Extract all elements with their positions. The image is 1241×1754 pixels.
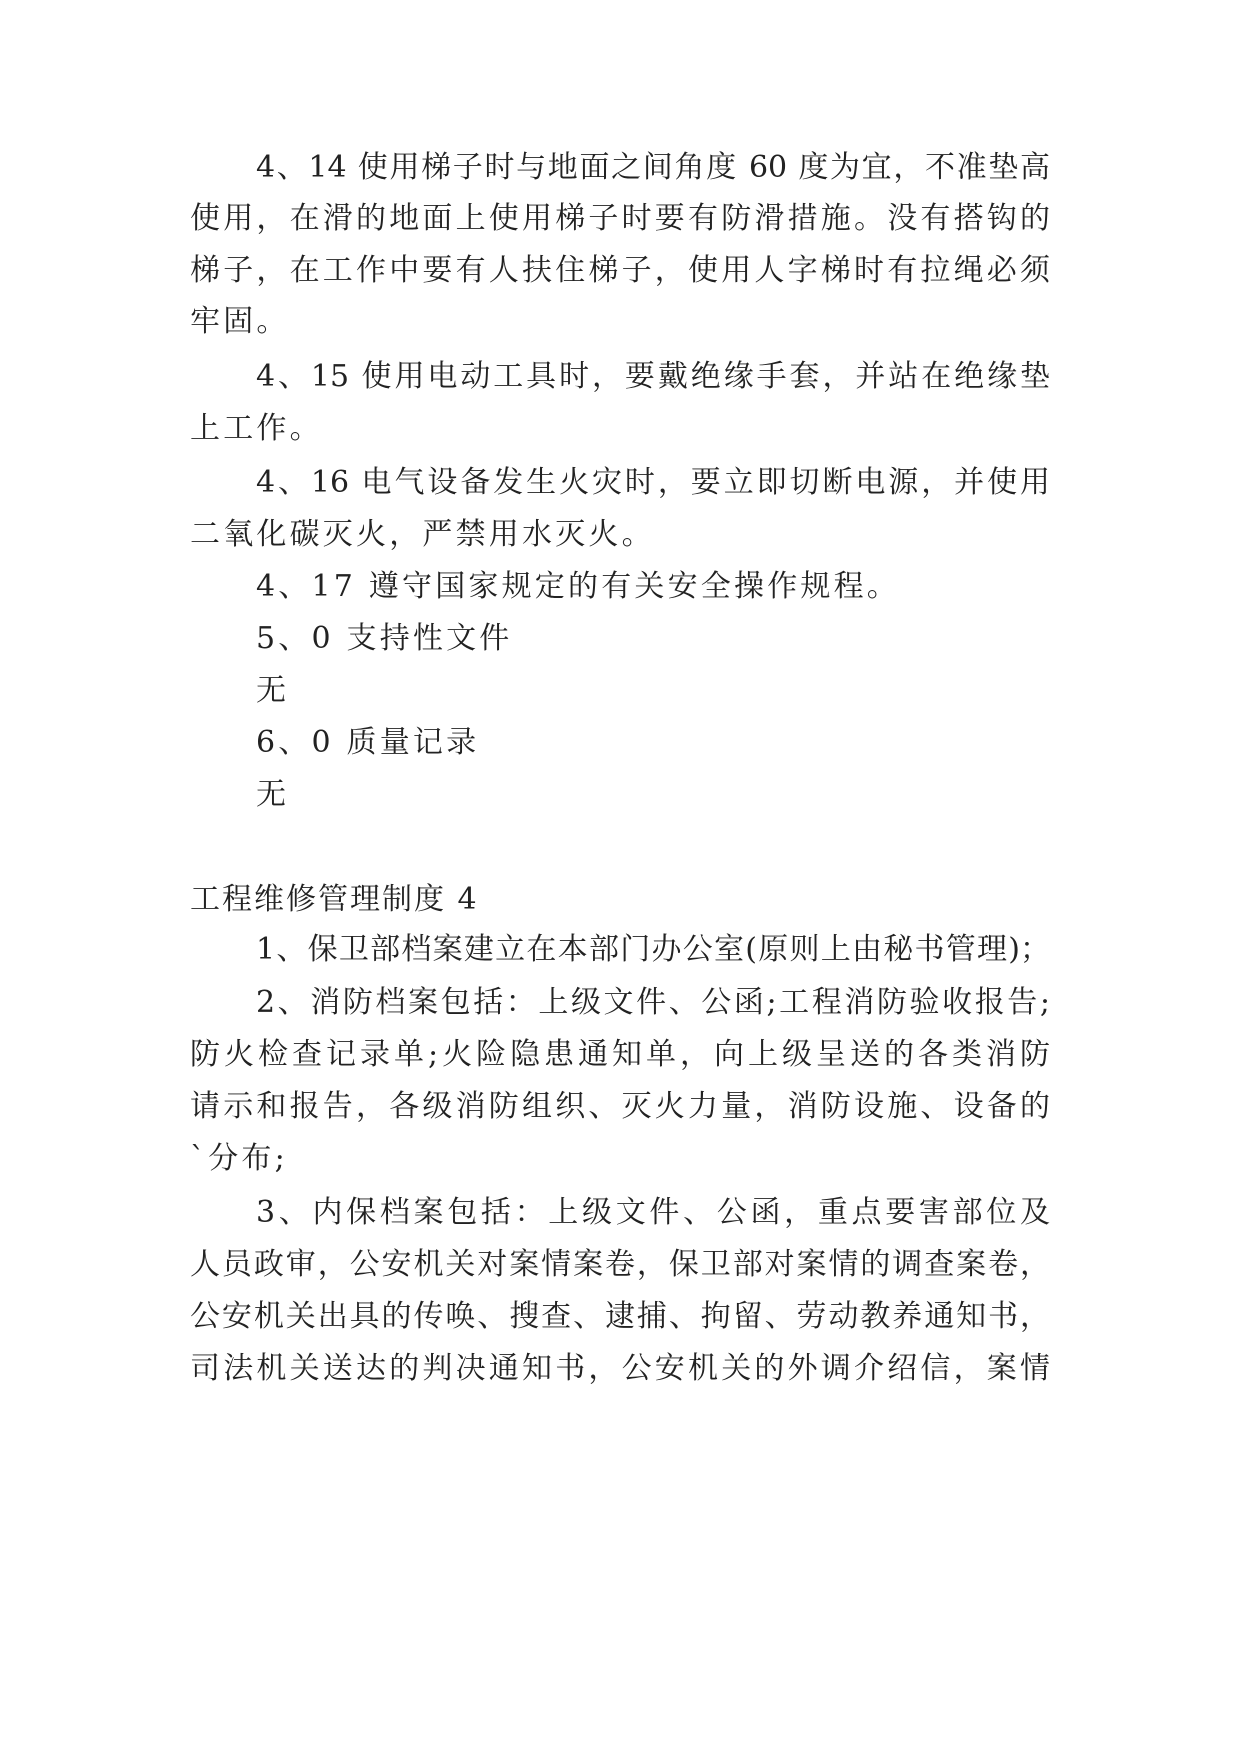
item-1-line-1: 1、保卫部档案建立在本部门办公室(原则上由秘书管理)； bbox=[256, 932, 1050, 967]
item-3-line-4: 司法机关送达的判决通知书，公安机关的外调介绍信，案情 bbox=[190, 1351, 1050, 1386]
section-6-0-heading: 6、0 质量记录 bbox=[256, 725, 480, 760]
paragraph-4-14-line-1: 4、14 使用梯子时与地面之间角度 60 度为宜，不准垫高 bbox=[256, 150, 1050, 185]
section-6-0-body: 无 bbox=[256, 777, 290, 812]
paragraph-4-14-line-2: 使用，在滑的地面上使用梯子时要有防滑措施。没有搭钩的 bbox=[190, 201, 1050, 236]
item-2-line-4: `分布; bbox=[190, 1141, 288, 1176]
item-3-line-1: 3、内保档案包括：上级文件、公函，重点要害部位及 bbox=[256, 1195, 1050, 1230]
item-2-line-1: 2、消防档案包括：上级文件、公函;工程消防验收报告; bbox=[256, 985, 1050, 1020]
section-5-0-heading: 5、0 支持性文件 bbox=[256, 621, 513, 656]
paragraph-4-14-line-3: 梯子，在工作中要有人扶住梯子，使用人字梯时有拉绳必须 bbox=[190, 253, 1050, 288]
paragraph-4-16-line-2: 二氧化碳灭火，严禁用水灭火。 bbox=[190, 517, 655, 552]
paragraph-4-14-line-4: 牢固。 bbox=[190, 304, 290, 339]
item-2-line-3: 请示和报告，各级消防组织、灭火力量，消防设施、设备的 bbox=[190, 1089, 1050, 1124]
paragraph-4-17: 4、17 遵守国家规定的有关安全操作规程。 bbox=[256, 569, 900, 604]
section-5-0-body: 无 bbox=[256, 673, 290, 708]
document-title: 工程维修管理制度 4 bbox=[190, 882, 479, 917]
item-3-line-3: 公安机关出具的传唤、搜查、逮捕、拘留、劳动教养通知书， bbox=[190, 1299, 1050, 1334]
item-3-line-2: 人员政审，公安机关对案情案卷，保卫部对案情的调查案卷， bbox=[190, 1247, 1050, 1282]
paragraph-4-16-line-1: 4、16 电气设备发生火灾时，要立即切断电源，并使用 bbox=[256, 465, 1050, 500]
paragraph-4-15-line-1: 4、15 使用电动工具时，要戴绝缘手套，并站在绝缘垫 bbox=[256, 359, 1050, 394]
item-2-line-2: 防火检查记录单;火险隐患通知单，向上级呈送的各类消防 bbox=[190, 1037, 1050, 1072]
paragraph-4-15-line-2: 上工作。 bbox=[190, 411, 323, 446]
